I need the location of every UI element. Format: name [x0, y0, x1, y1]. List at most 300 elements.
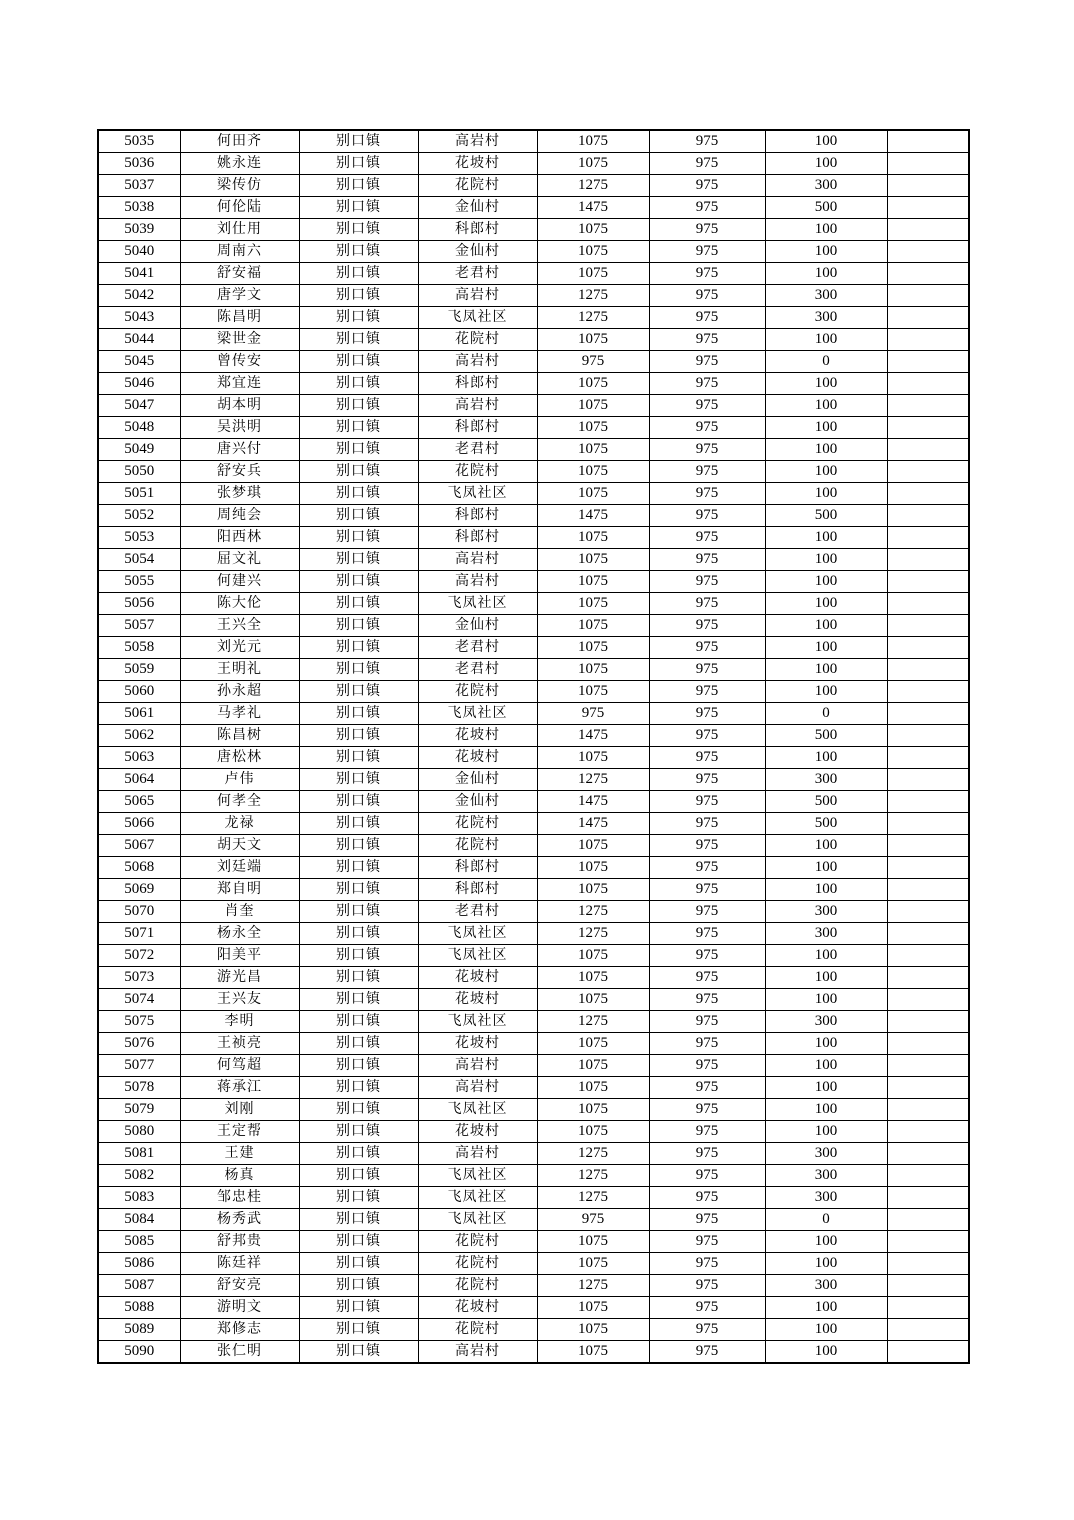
name-cell: 陈昌明 — [180, 307, 299, 329]
table-row — [98, 1099, 969, 1121]
table-row — [98, 1297, 969, 1319]
row-number-cell: 5079 — [98, 1099, 180, 1121]
amount-b-cell: 975 — [649, 285, 765, 307]
name-cell: 马孝礼 — [180, 703, 299, 725]
name-cell: 胡天文 — [180, 835, 299, 857]
remark-cell — [887, 835, 969, 857]
amount-a-cell: 1075 — [537, 681, 649, 703]
remark-cell — [887, 285, 969, 307]
village-cell: 科郎村 — [418, 417, 537, 439]
village-cell: 花坡村 — [418, 725, 537, 747]
amount-a-cell: 1075 — [537, 967, 649, 989]
table-body — [98, 130, 969, 1363]
town-cell: 别口镇 — [299, 1099, 418, 1121]
village-cell: 高岩村 — [418, 549, 537, 571]
data-table — [97, 129, 970, 1364]
table-row — [98, 989, 969, 1011]
amount-a-cell: 1075 — [537, 747, 649, 769]
remark-cell — [887, 505, 969, 527]
remark-cell — [887, 571, 969, 593]
name-cell: 王兴友 — [180, 989, 299, 1011]
table-row — [98, 1231, 969, 1253]
town-cell: 别口镇 — [299, 1253, 418, 1275]
table-row — [98, 637, 969, 659]
name-cell: 唐学文 — [180, 285, 299, 307]
town-cell: 别口镇 — [299, 241, 418, 263]
amount-a-cell: 1275 — [537, 285, 649, 307]
name-cell: 蒋承江 — [180, 1077, 299, 1099]
difference-cell: 100 — [765, 1033, 887, 1055]
name-cell: 何田齐 — [180, 130, 299, 153]
town-cell: 别口镇 — [299, 329, 418, 351]
village-cell: 飞凤社区 — [418, 483, 537, 505]
amount-b-cell: 975 — [649, 1319, 765, 1341]
remark-cell — [887, 373, 969, 395]
name-cell: 肖奎 — [180, 901, 299, 923]
difference-cell: 100 — [765, 395, 887, 417]
row-number-cell: 5054 — [98, 549, 180, 571]
name-cell: 舒邦贵 — [180, 1231, 299, 1253]
amount-a-cell: 1475 — [537, 505, 649, 527]
difference-cell: 100 — [765, 989, 887, 1011]
table-row — [98, 395, 969, 417]
difference-cell: 100 — [765, 1121, 887, 1143]
row-number-cell: 5084 — [98, 1209, 180, 1231]
town-cell: 别口镇 — [299, 967, 418, 989]
name-cell: 王兴全 — [180, 615, 299, 637]
amount-b-cell: 975 — [649, 175, 765, 197]
village-cell: 科郎村 — [418, 373, 537, 395]
town-cell: 别口镇 — [299, 483, 418, 505]
row-number-cell: 5050 — [98, 461, 180, 483]
table-row — [98, 285, 969, 307]
table-row — [98, 1077, 969, 1099]
amount-b-cell: 975 — [649, 923, 765, 945]
difference-cell: 100 — [765, 130, 887, 153]
town-cell: 别口镇 — [299, 1011, 418, 1033]
remark-cell — [887, 175, 969, 197]
difference-cell: 100 — [765, 945, 887, 967]
name-cell: 游明文 — [180, 1297, 299, 1319]
name-cell: 张梦琪 — [180, 483, 299, 505]
amount-a-cell: 1475 — [537, 791, 649, 813]
difference-cell: 300 — [765, 1187, 887, 1209]
row-number-cell: 5056 — [98, 593, 180, 615]
amount-b-cell: 975 — [649, 945, 765, 967]
name-cell: 陈大伦 — [180, 593, 299, 615]
amount-b-cell: 975 — [649, 373, 765, 395]
table-row — [98, 1055, 969, 1077]
table-row — [98, 1165, 969, 1187]
remark-cell — [887, 527, 969, 549]
table-row — [98, 835, 969, 857]
town-cell: 别口镇 — [299, 593, 418, 615]
remark-cell — [887, 879, 969, 901]
name-cell: 屈文礼 — [180, 549, 299, 571]
village-cell: 花坡村 — [418, 1297, 537, 1319]
table-row — [98, 483, 969, 505]
name-cell: 阳美平 — [180, 945, 299, 967]
amount-a-cell: 975 — [537, 1209, 649, 1231]
remark-cell — [887, 659, 969, 681]
remark-cell — [887, 1121, 969, 1143]
difference-cell: 100 — [765, 1231, 887, 1253]
difference-cell: 0 — [765, 351, 887, 373]
row-number-cell: 5051 — [98, 483, 180, 505]
name-cell: 阳西林 — [180, 527, 299, 549]
name-cell: 舒安兵 — [180, 461, 299, 483]
difference-cell: 300 — [765, 1165, 887, 1187]
amount-b-cell: 975 — [649, 439, 765, 461]
amount-b-cell: 975 — [649, 483, 765, 505]
remark-cell — [887, 923, 969, 945]
town-cell: 别口镇 — [299, 439, 418, 461]
village-cell: 高岩村 — [418, 1143, 537, 1165]
row-number-cell: 5036 — [98, 153, 180, 175]
difference-cell: 300 — [765, 1143, 887, 1165]
amount-b-cell: 975 — [649, 527, 765, 549]
row-number-cell: 5071 — [98, 923, 180, 945]
remark-cell — [887, 747, 969, 769]
difference-cell: 100 — [765, 1253, 887, 1275]
town-cell: 别口镇 — [299, 659, 418, 681]
row-number-cell: 5075 — [98, 1011, 180, 1033]
village-cell: 科郎村 — [418, 879, 537, 901]
difference-cell: 100 — [765, 439, 887, 461]
row-number-cell: 5037 — [98, 175, 180, 197]
village-cell: 花坡村 — [418, 1121, 537, 1143]
row-number-cell: 5039 — [98, 219, 180, 241]
row-number-cell: 5077 — [98, 1055, 180, 1077]
amount-b-cell: 975 — [649, 659, 765, 681]
amount-b-cell: 975 — [649, 703, 765, 725]
name-cell: 邹忠桂 — [180, 1187, 299, 1209]
amount-b-cell: 975 — [649, 813, 765, 835]
village-cell: 花院村 — [418, 175, 537, 197]
village-cell: 飞凤社区 — [418, 1209, 537, 1231]
amount-b-cell: 975 — [649, 1253, 765, 1275]
row-number-cell: 5088 — [98, 1297, 180, 1319]
village-cell: 飞凤社区 — [418, 1187, 537, 1209]
row-number-cell: 5035 — [98, 130, 180, 153]
amount-b-cell: 975 — [649, 329, 765, 351]
amount-b-cell: 975 — [649, 1033, 765, 1055]
name-cell: 王定帮 — [180, 1121, 299, 1143]
town-cell: 别口镇 — [299, 1297, 418, 1319]
village-cell: 飞凤社区 — [418, 1099, 537, 1121]
amount-b-cell: 975 — [649, 615, 765, 637]
village-cell: 花院村 — [418, 329, 537, 351]
village-cell: 花院村 — [418, 681, 537, 703]
village-cell: 金仙村 — [418, 615, 537, 637]
remark-cell — [887, 439, 969, 461]
difference-cell: 300 — [765, 175, 887, 197]
village-cell: 花院村 — [418, 1231, 537, 1253]
amount-b-cell: 975 — [649, 1341, 765, 1364]
difference-cell: 100 — [765, 373, 887, 395]
row-number-cell: 5043 — [98, 307, 180, 329]
difference-cell: 100 — [765, 1055, 887, 1077]
town-cell: 别口镇 — [299, 1143, 418, 1165]
row-number-cell: 5086 — [98, 1253, 180, 1275]
town-cell: 别口镇 — [299, 1319, 418, 1341]
difference-cell: 100 — [765, 681, 887, 703]
row-number-cell: 5049 — [98, 439, 180, 461]
amount-a-cell: 1075 — [537, 571, 649, 593]
row-number-cell: 5038 — [98, 197, 180, 219]
name-cell: 陈昌树 — [180, 725, 299, 747]
remark-cell — [887, 351, 969, 373]
village-cell: 花院村 — [418, 1275, 537, 1297]
difference-cell: 100 — [765, 241, 887, 263]
amount-a-cell: 1275 — [537, 901, 649, 923]
town-cell: 别口镇 — [299, 769, 418, 791]
amount-b-cell: 975 — [649, 153, 765, 175]
row-number-cell: 5060 — [98, 681, 180, 703]
village-cell: 高岩村 — [418, 130, 537, 153]
amount-b-cell: 975 — [649, 1165, 765, 1187]
village-cell: 飞凤社区 — [418, 945, 537, 967]
name-cell: 王建 — [180, 1143, 299, 1165]
table-row — [98, 1011, 969, 1033]
amount-a-cell: 1075 — [537, 130, 649, 153]
amount-a-cell: 1075 — [537, 1341, 649, 1364]
amount-b-cell: 975 — [649, 901, 765, 923]
village-cell: 飞凤社区 — [418, 703, 537, 725]
table-row — [98, 1319, 969, 1341]
town-cell: 别口镇 — [299, 835, 418, 857]
village-cell: 飞凤社区 — [418, 593, 537, 615]
row-number-cell: 5083 — [98, 1187, 180, 1209]
amount-a-cell: 1475 — [537, 813, 649, 835]
village-cell: 花坡村 — [418, 747, 537, 769]
table-row — [98, 967, 969, 989]
town-cell: 别口镇 — [299, 1187, 418, 1209]
table-row — [98, 351, 969, 373]
row-number-cell: 5058 — [98, 637, 180, 659]
difference-cell: 100 — [765, 1297, 887, 1319]
difference-cell: 100 — [765, 1341, 887, 1364]
remark-cell — [887, 593, 969, 615]
row-number-cell: 5066 — [98, 813, 180, 835]
difference-cell: 100 — [765, 329, 887, 351]
amount-a-cell: 975 — [537, 703, 649, 725]
amount-a-cell: 1275 — [537, 1275, 649, 1297]
amount-b-cell: 975 — [649, 879, 765, 901]
table-row — [98, 461, 969, 483]
amount-a-cell: 1075 — [537, 483, 649, 505]
name-cell: 梁世金 — [180, 329, 299, 351]
amount-b-cell: 975 — [649, 1297, 765, 1319]
town-cell: 别口镇 — [299, 307, 418, 329]
difference-cell: 100 — [765, 153, 887, 175]
town-cell: 别口镇 — [299, 285, 418, 307]
difference-cell: 500 — [765, 791, 887, 813]
amount-a-cell: 1075 — [537, 219, 649, 241]
table-row — [98, 659, 969, 681]
amount-b-cell: 975 — [649, 571, 765, 593]
table-row — [98, 307, 969, 329]
table-row — [98, 219, 969, 241]
town-cell: 别口镇 — [299, 1033, 418, 1055]
remark-cell — [887, 130, 969, 153]
town-cell: 别口镇 — [299, 813, 418, 835]
village-cell: 老君村 — [418, 637, 537, 659]
row-number-cell: 5090 — [98, 1341, 180, 1364]
remark-cell — [887, 549, 969, 571]
village-cell: 花坡村 — [418, 153, 537, 175]
amount-b-cell: 975 — [649, 197, 765, 219]
village-cell: 科郎村 — [418, 857, 537, 879]
amount-a-cell: 1075 — [537, 549, 649, 571]
table-row — [98, 1253, 969, 1275]
remark-cell — [887, 703, 969, 725]
amount-b-cell: 975 — [649, 395, 765, 417]
name-cell: 杨秀武 — [180, 1209, 299, 1231]
town-cell: 别口镇 — [299, 725, 418, 747]
difference-cell: 100 — [765, 967, 887, 989]
difference-cell: 100 — [765, 527, 887, 549]
amount-b-cell: 975 — [649, 130, 765, 153]
name-cell: 杨真 — [180, 1165, 299, 1187]
village-cell: 金仙村 — [418, 769, 537, 791]
amount-a-cell: 1075 — [537, 1297, 649, 1319]
amount-b-cell: 975 — [649, 505, 765, 527]
name-cell: 胡本明 — [180, 395, 299, 417]
difference-cell: 100 — [765, 1077, 887, 1099]
village-cell: 花坡村 — [418, 967, 537, 989]
name-cell: 唐兴付 — [180, 439, 299, 461]
town-cell: 别口镇 — [299, 461, 418, 483]
amount-a-cell: 1075 — [537, 373, 649, 395]
town-cell: 别口镇 — [299, 989, 418, 1011]
name-cell: 郑自明 — [180, 879, 299, 901]
table-row — [98, 747, 969, 769]
name-cell: 周南六 — [180, 241, 299, 263]
remark-cell — [887, 989, 969, 1011]
name-cell: 何笃超 — [180, 1055, 299, 1077]
difference-cell: 100 — [765, 417, 887, 439]
row-number-cell: 5069 — [98, 879, 180, 901]
difference-cell: 300 — [765, 1011, 887, 1033]
amount-a-cell: 1075 — [537, 329, 649, 351]
amount-a-cell: 1275 — [537, 1187, 649, 1209]
name-cell: 孙永超 — [180, 681, 299, 703]
amount-b-cell: 975 — [649, 637, 765, 659]
amount-a-cell: 1075 — [537, 1121, 649, 1143]
town-cell: 别口镇 — [299, 571, 418, 593]
table-row — [98, 241, 969, 263]
remark-cell — [887, 395, 969, 417]
amount-b-cell: 975 — [649, 461, 765, 483]
town-cell: 别口镇 — [299, 197, 418, 219]
town-cell: 别口镇 — [299, 703, 418, 725]
remark-cell — [887, 813, 969, 835]
remark-cell — [887, 901, 969, 923]
amount-a-cell: 1075 — [537, 637, 649, 659]
row-number-cell: 5080 — [98, 1121, 180, 1143]
table-row — [98, 263, 969, 285]
row-number-cell: 5072 — [98, 945, 180, 967]
amount-b-cell: 975 — [649, 307, 765, 329]
amount-b-cell: 975 — [649, 219, 765, 241]
difference-cell: 100 — [765, 879, 887, 901]
amount-a-cell: 975 — [537, 351, 649, 373]
amount-b-cell: 975 — [649, 1187, 765, 1209]
amount-a-cell: 1075 — [537, 593, 649, 615]
amount-a-cell: 1075 — [537, 945, 649, 967]
table-row — [98, 417, 969, 439]
row-number-cell: 5076 — [98, 1033, 180, 1055]
table-row — [98, 769, 969, 791]
difference-cell: 300 — [765, 285, 887, 307]
remark-cell — [887, 769, 969, 791]
village-cell: 花院村 — [418, 461, 537, 483]
amount-a-cell: 1075 — [537, 989, 649, 1011]
name-cell: 卢伟 — [180, 769, 299, 791]
row-number-cell: 5046 — [98, 373, 180, 395]
name-cell: 陈廷祥 — [180, 1253, 299, 1275]
amount-b-cell: 975 — [649, 1011, 765, 1033]
amount-b-cell: 975 — [649, 263, 765, 285]
amount-a-cell: 1275 — [537, 769, 649, 791]
remark-cell — [887, 263, 969, 285]
row-number-cell: 5070 — [98, 901, 180, 923]
amount-a-cell: 1275 — [537, 923, 649, 945]
town-cell: 别口镇 — [299, 945, 418, 967]
name-cell: 刘仕用 — [180, 219, 299, 241]
remark-cell — [887, 1077, 969, 1099]
village-cell: 高岩村 — [418, 1055, 537, 1077]
village-cell: 高岩村 — [418, 1341, 537, 1364]
row-number-cell: 5042 — [98, 285, 180, 307]
town-cell: 别口镇 — [299, 395, 418, 417]
village-cell: 花院村 — [418, 813, 537, 835]
town-cell: 别口镇 — [299, 1231, 418, 1253]
difference-cell: 100 — [765, 637, 887, 659]
amount-b-cell: 975 — [649, 857, 765, 879]
row-number-cell: 5073 — [98, 967, 180, 989]
difference-cell: 300 — [765, 901, 887, 923]
remark-cell — [887, 637, 969, 659]
amount-b-cell: 975 — [649, 967, 765, 989]
amount-b-cell: 975 — [649, 989, 765, 1011]
difference-cell: 300 — [765, 1275, 887, 1297]
amount-a-cell: 1075 — [537, 241, 649, 263]
town-cell: 别口镇 — [299, 351, 418, 373]
difference-cell: 100 — [765, 1099, 887, 1121]
amount-a-cell: 1075 — [537, 659, 649, 681]
village-cell: 花院村 — [418, 1319, 537, 1341]
remark-cell — [887, 1275, 969, 1297]
name-cell: 曾传安 — [180, 351, 299, 373]
village-cell: 花坡村 — [418, 989, 537, 1011]
table-row — [98, 1187, 969, 1209]
amount-a-cell: 1275 — [537, 1011, 649, 1033]
amount-b-cell: 975 — [649, 791, 765, 813]
town-cell: 别口镇 — [299, 1055, 418, 1077]
name-cell: 何伦陆 — [180, 197, 299, 219]
remark-cell — [887, 461, 969, 483]
table-row — [98, 901, 969, 923]
table-row — [98, 615, 969, 637]
town-cell: 别口镇 — [299, 219, 418, 241]
amount-a-cell: 1075 — [537, 879, 649, 901]
village-cell: 飞凤社区 — [418, 1011, 537, 1033]
remark-cell — [887, 1187, 969, 1209]
difference-cell: 300 — [765, 307, 887, 329]
difference-cell: 100 — [765, 615, 887, 637]
